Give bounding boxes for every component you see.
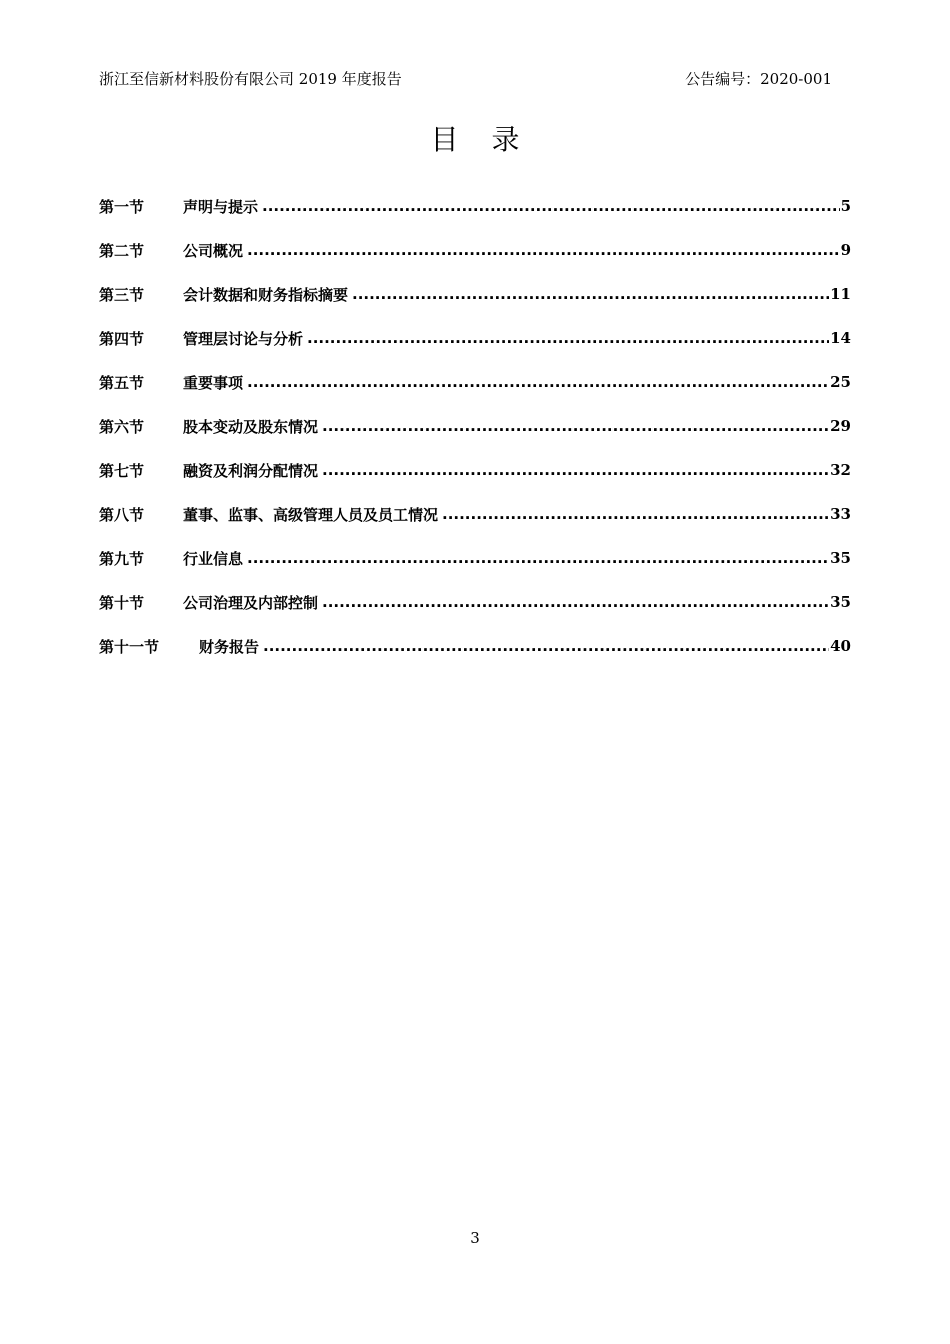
toc-page-number: 5 — [840, 197, 851, 215]
toc-section-number: 第九节 — [99, 549, 145, 568]
toc-page-number: 33 — [830, 505, 851, 523]
toc-page-number: 11 — [830, 285, 851, 303]
toc-page-number: 35 — [830, 549, 851, 567]
toc-section-number: 第六节 — [99, 417, 145, 436]
toc-leader-dots — [307, 328, 829, 348]
toc-page-number: 40 — [830, 637, 851, 655]
toc-section-label: 重要事项 — [183, 373, 244, 392]
toc-section-number: 第二节 — [99, 241, 145, 260]
toc-section-number: 第十一节 — [99, 637, 160, 656]
toc-title: 目 录 — [430, 123, 532, 156]
toc-section-label: 公司治理及内部控制 — [183, 593, 319, 612]
toc-section-label: 声明与提示 — [183, 197, 259, 216]
toc-page-number: 25 — [830, 373, 851, 391]
toc-leader-dots — [262, 196, 840, 216]
toc-section-number: 第三节 — [99, 285, 145, 304]
toc-leader-dots — [322, 416, 829, 436]
toc-item-section-9[interactable] — [99, 536, 851, 580]
toc-section-label: 会计数据和财务指标摘要 — [183, 285, 349, 304]
toc-section-label: 董事、监事、高级管理人员及员工情况 — [183, 505, 439, 524]
toc-page-number: 35 — [830, 593, 851, 611]
toc-item-section-5[interactable] — [99, 360, 851, 404]
toc-section-number: 第一节 — [99, 197, 145, 216]
toc-page-number: 9 — [840, 241, 851, 259]
toc-section-number: 第七节 — [99, 461, 145, 480]
toc-section-label: 公司概况 — [183, 241, 244, 260]
toc-section-number: 第八节 — [99, 505, 145, 524]
toc-leader-dots — [442, 504, 829, 524]
toc-leader-dots — [352, 284, 829, 304]
toc-page-number: 32 — [830, 461, 851, 479]
toc-section-number: 第十节 — [99, 593, 145, 612]
table-of-contents — [99, 184, 851, 668]
announcement-number: 公告编号：2020-001 — [685, 70, 832, 88]
toc-section-number: 第四节 — [99, 329, 145, 348]
toc-leader-dots — [322, 592, 829, 612]
page-number: 3 — [470, 1229, 480, 1247]
toc-item-section-1[interactable] — [99, 184, 851, 228]
toc-section-number: 第五节 — [99, 373, 145, 392]
toc-item-section-4[interactable] — [99, 316, 851, 360]
toc-item-section-2[interactable] — [99, 228, 851, 272]
toc-item-section-8[interactable] — [99, 492, 851, 536]
toc-leader-dots — [247, 240, 840, 260]
report-header-title: 浙江至信新材料股份有限公司 2019 年度报告 — [99, 70, 402, 88]
toc-leader-dots — [247, 548, 829, 568]
toc-section-label: 股本变动及股东情况 — [183, 417, 319, 436]
toc-item-section-11[interactable] — [99, 624, 851, 668]
toc-section-label: 融资及利润分配情况 — [183, 461, 319, 480]
toc-item-section-6[interactable] — [99, 404, 851, 448]
toc-leader-dots — [263, 636, 829, 656]
toc-item-section-3[interactable] — [99, 272, 851, 316]
toc-item-section-7[interactable] — [99, 448, 851, 492]
toc-section-label: 行业信息 — [183, 549, 244, 568]
toc-section-label: 管理层讨论与分析 — [183, 329, 304, 348]
toc-leader-dots — [247, 372, 829, 392]
toc-page-number: 14 — [830, 329, 851, 347]
toc-section-label: 财务报告 — [199, 637, 260, 656]
toc-page-number: 29 — [830, 417, 851, 435]
toc-leader-dots — [322, 460, 829, 480]
toc-item-section-10[interactable] — [99, 580, 851, 624]
